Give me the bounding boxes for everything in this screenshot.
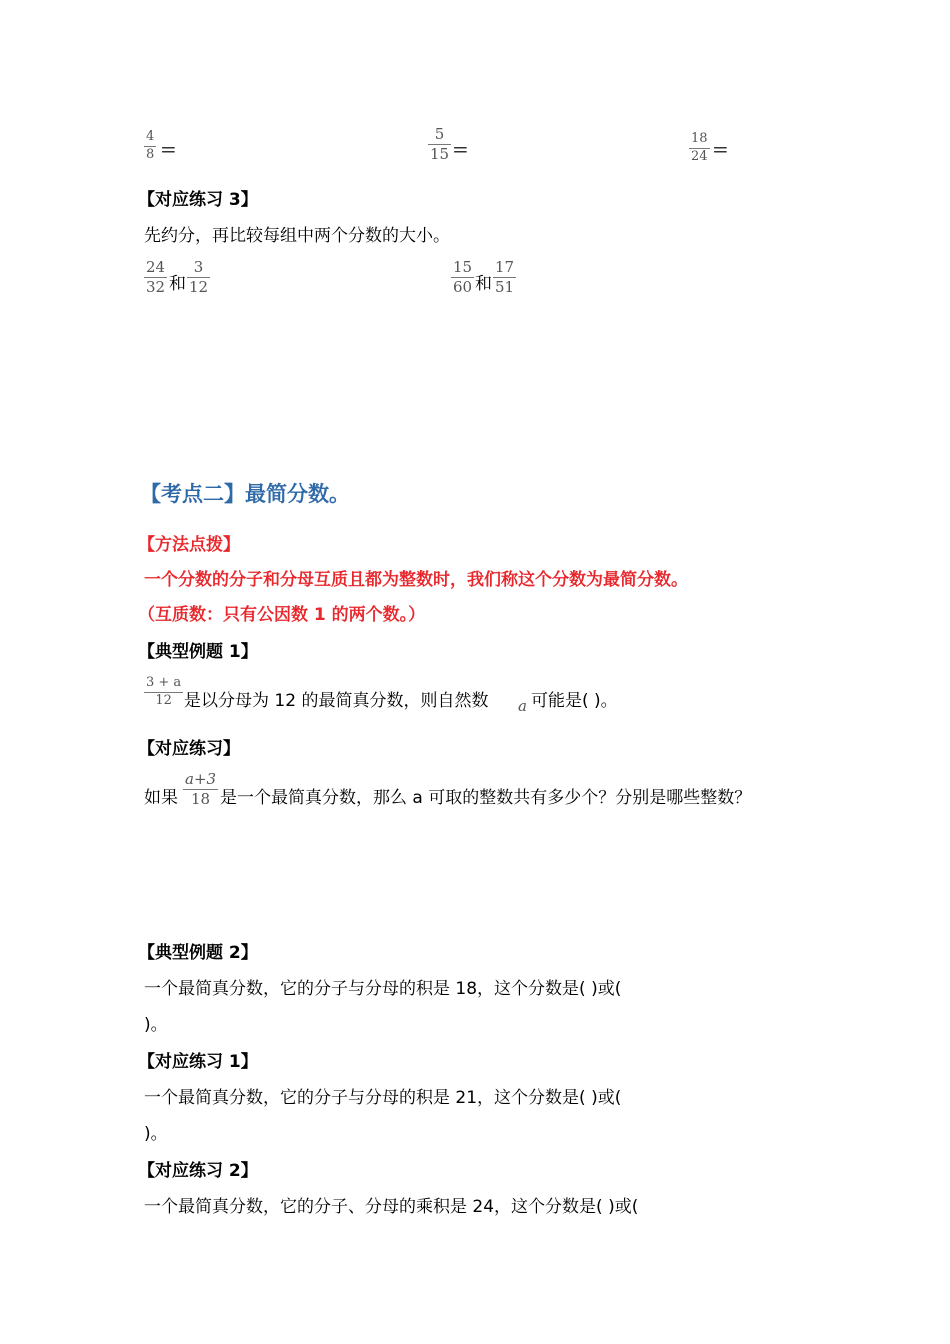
practice-1-heading: 【对应练习 1】	[138, 1052, 258, 1072]
joiner-and: 和	[475, 274, 492, 294]
practice-3-heading: 【对应练习 3】	[138, 190, 258, 210]
numerator: 17	[495, 258, 515, 276]
variable-a: a	[518, 697, 527, 715]
example-2-heading: 【典型例题 2】	[138, 943, 258, 963]
denominator: 18	[190, 790, 211, 809]
numerator: 18	[691, 131, 708, 146]
method-text: 一个分数的分子和分母互质且都为整数时，我们称这个分数为最简分数。	[144, 570, 688, 590]
denominator: 32	[146, 278, 166, 297]
fraction-5-15	[428, 126, 451, 164]
equals-sign: =	[452, 137, 469, 161]
joiner-and: 和	[169, 274, 186, 294]
example-1-text: 是以分母为 12 的最简真分数，则自然数	[184, 691, 489, 711]
denominator: 51	[495, 278, 515, 297]
denominator: 60	[453, 278, 473, 297]
numerator: 15	[453, 258, 473, 276]
denominator: 24	[691, 148, 708, 164]
example-1-heading: 【典型例题 1】	[138, 642, 258, 662]
example-1-blank: 可能是( )。	[531, 691, 618, 711]
fraction-15-60	[451, 259, 474, 297]
fraction-4-8	[144, 130, 156, 163]
denominator: 15	[430, 145, 450, 164]
numerator: 5	[434, 125, 445, 143]
fraction-3-plus-a-over-12	[144, 676, 183, 709]
section-title: 【考点二】最简分数。	[140, 482, 350, 506]
fraction-3-12	[187, 259, 210, 297]
practice-heading: 【对应练习】	[138, 739, 240, 759]
fraction-24-32	[144, 259, 167, 297]
practice-2-line-1: 一个最简真分数，它的分子、分母的乘积是 24，这个分数是( )或(	[144, 1197, 639, 1217]
method-heading: 【方法点拨】	[138, 535, 240, 555]
practice-prefix: 如果	[144, 788, 178, 808]
practice-1-line-2: )。	[144, 1124, 168, 1144]
fraction-17-51	[493, 259, 516, 297]
denominator: 12	[155, 692, 172, 708]
numerator: 24	[146, 258, 166, 276]
fraction-a-plus-3-over-18	[183, 771, 218, 809]
numerator: 3 + a	[146, 675, 182, 690]
example-2-line-2: )。	[144, 1015, 168, 1035]
numerator: a+3	[185, 770, 217, 788]
equals-sign: =	[160, 137, 177, 161]
denominator: 12	[189, 278, 209, 297]
practice-2-heading: 【对应练习 2】	[138, 1161, 258, 1181]
denominator: 8	[146, 146, 155, 162]
practice-question: 是一个最简真分数，那么 a 可取的整数共有多少个？分别是哪些整数？	[220, 788, 752, 808]
numerator: 3	[193, 258, 204, 276]
fraction-18-24	[689, 132, 710, 165]
example-2-line-1: 一个最简真分数，它的分子与分母的积是 18，这个分数是( )或(	[144, 979, 622, 999]
method-note: （互质数：只有公因数 1 的两个数。）	[138, 605, 426, 625]
numerator: 4	[146, 129, 155, 144]
practice-1-line-1: 一个最简真分数，它的分子与分母的积是 21，这个分数是( )或(	[144, 1088, 622, 1108]
equals-sign: =	[712, 137, 729, 161]
practice-3-instruction: 先约分，再比较每组中两个分数的大小。	[144, 226, 450, 246]
